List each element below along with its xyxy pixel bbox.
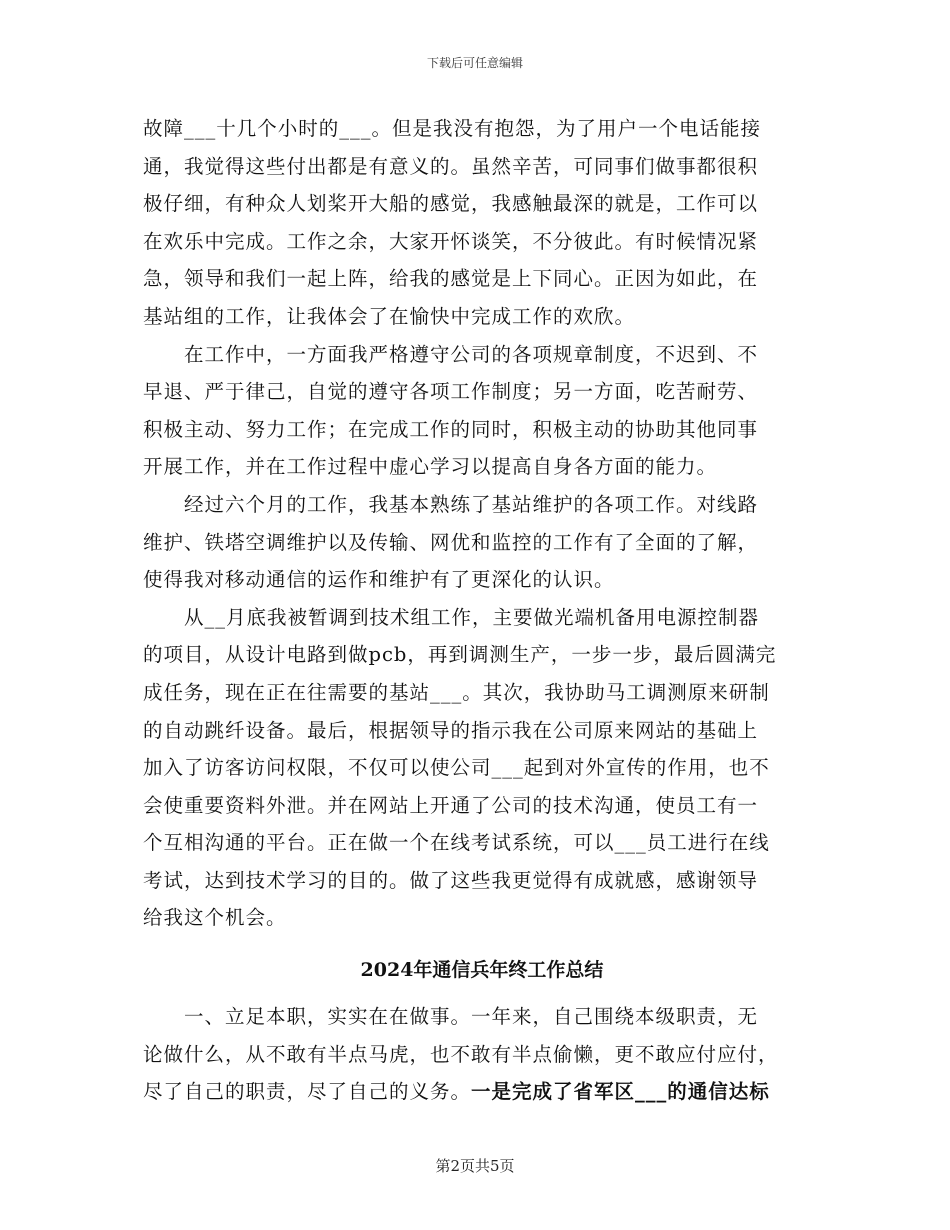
paragraph-start-line: 从__月底我被暂调到技术组工作，主要做光端机备用电源控制器: [184, 605, 760, 629]
body-line: 使得我对移动通信的运作和维护有了更深化的认识。: [143, 568, 615, 592]
body-line: 加入了访客访问权限，不仅可以使公司___起到对外宣传的作用，也不: [143, 756, 770, 780]
body-line: 论做什么，从不敢有半点马虎，也不敢有半点偷懒，更不敢应付应付，: [143, 1042, 779, 1066]
body-line: 的项目，从设计电路到做pcb，再到调测生产，一步一步，最后圆满完: [143, 643, 777, 667]
body-line: 在欢乐中完成。工作之余，大家开怀谈笑，不分彼此。有时候情况紧: [143, 229, 759, 253]
body-line: 个互相沟通的平台。正在做一个在线考试系统，可以___员工进行在线: [143, 831, 770, 855]
page-header: 下载后可任意编辑: [426, 56, 523, 70]
body-line: 成任务，现在正在往需要的基站___。其次，我协助马工调测原来研制: [143, 680, 770, 704]
page-footer: 第2页共5页: [435, 1157, 515, 1175]
body-line-mixed: [143, 1073, 823, 1111]
body-line: 早退、严于律己，自觉的遵守各项工作制度；另一方面，吃苦耐劳、: [143, 380, 759, 404]
paragraph-start-line: 一、立足本职，实实在在做事。一年来，自己围绕本级职责，无: [184, 1005, 759, 1029]
body-line: 开展工作，并在工作过程中虚心学习以提高自身各方面的能力。: [143, 455, 718, 479]
body-line: 维护、铁塔空调维护以及传输、网优和监控的工作有了全面的了解，: [143, 530, 759, 554]
document-body: [143, 110, 823, 1111]
paragraph-start-line: 经过六个月的工作，我基本熟练了基站维护的各项工作。对线路: [184, 492, 759, 516]
body-text-normal: 尽了自己的职责，尽了自己的义务。: [143, 1080, 472, 1104]
body-text-bold: 一是完成了省军区___的通信达标: [471, 1080, 770, 1104]
body-line: 通，我觉得这些付出都是有意义的。虽然辛苦，可同事们做事都很积: [143, 154, 759, 178]
body-line: 故障___十几个小时的___。但是我没有抱怨，为了用户一个电话能接: [143, 117, 762, 140]
body-line: 考试，达到技术学习的目的。做了这些我更觉得有成就感，感谢领导: [143, 868, 759, 892]
body-line: 急，领导和我们一起上阵，给我的感觉是上下同心。正因为如此，在: [143, 267, 759, 291]
section-title: 2024年通信兵年终工作总结: [360, 959, 604, 982]
body-line: 基站组的工作，让我体会了在愉快中完成工作的欢欣。: [143, 304, 636, 328]
body-line: 会使重要资料外泄。并在网站上开通了公司的技术沟通，使员工有一: [143, 793, 759, 817]
body-line: 的自动跳纤设备。最后，根据领导的指示我在公司原来网站的基础上: [143, 718, 759, 742]
body-line: 给我这个机会。: [143, 906, 287, 930]
paragraph-start-line: 在工作中，一方面我严格遵守公司的各项规章制度，不迟到、不: [184, 342, 759, 366]
body-line: 积极主动、努力工作；在完成工作的同时，积极主动的协助其他同事: [143, 417, 759, 441]
body-line: 极仔细，有种众人划桨开大船的感觉，我感触最深的就是，工作可以: [143, 192, 759, 216]
